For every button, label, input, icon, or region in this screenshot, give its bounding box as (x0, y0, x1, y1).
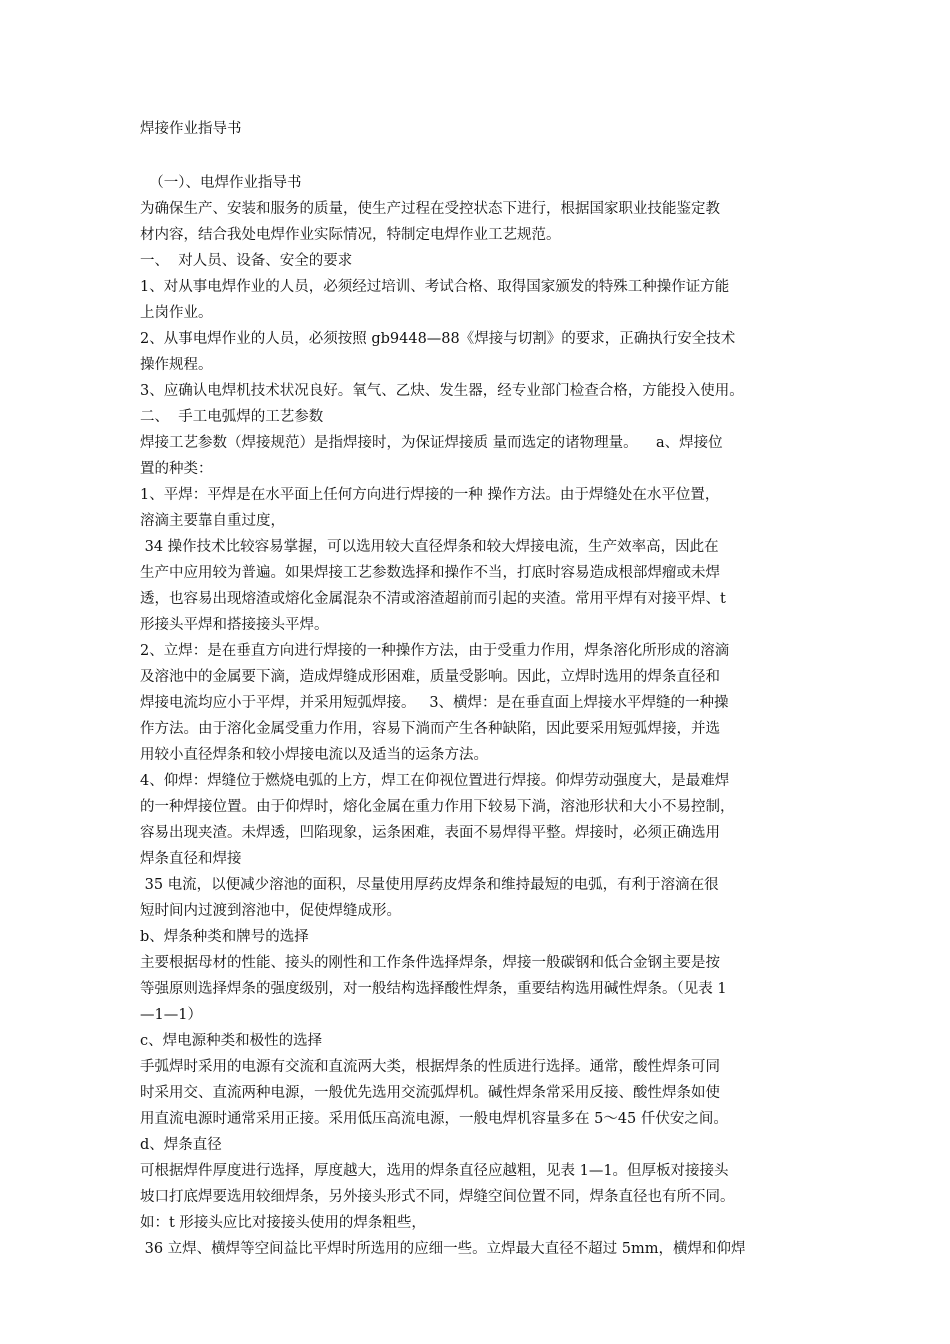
body-line: 二、 手工电弧焊的工艺参数 (140, 409, 324, 425)
body-line: 等强原则选择焊条的强度级别，对一般结构选择酸性焊条，重要结构选用碱性焊条。（见表 1 (140, 981, 727, 997)
body-line: 一、 对人员、设备、安全的要求 (140, 253, 353, 269)
body-line: 形接头平焊和搭接接头平焊。 (140, 617, 329, 633)
body-line: 坡口打底焊要选用较细焊条，另外接头形式不同，焊缝空间位置不同，焊条直径也有所不同。 (140, 1189, 735, 1205)
body-line: 时采用交、直流两种电源，一般优先选用交流弧焊机。碱性焊条常采用反接、酸性焊条如使 (140, 1085, 720, 1101)
body-line: 34 操作技术比较容易掌握，可以选用较大直径焊条和较大焊接电流，生产效率高，因此在 (140, 539, 719, 555)
body-line: 如：t 形接头应比对接接头使用的焊条粗些， (140, 1215, 426, 1231)
body-line: 35 电流，以便减少溶池的面积，尽量使用厚药皮焊条和维持最短的电弧，有利于溶滴在很 (140, 877, 719, 893)
body-line: 的一种焊接位置。由于仰焊时，熔化金属在重力作用下较易下淌，溶池形状和大小不易控制， (140, 799, 735, 815)
body-line: 焊接工艺参数（焊接规范）是指焊接时，为保证焊接质 量而选定的诸物理量。 a、焊接位 (140, 435, 723, 451)
body-line: 上岗作业。 (140, 305, 213, 321)
body-line: 生产中应用较为普遍。如果焊接工艺参数选择和操作不当，打底时容易造成根部焊瘤或未焊 (140, 565, 720, 581)
body-line: 材内容，结合我处电焊作业实际情况，特制定电焊作业工艺规范。 (140, 227, 561, 243)
body-line: 1、对从事电焊作业的人员，必须经过培训、考试合格、取得国家颁发的特殊工种操作证方能 (140, 279, 730, 295)
body-line: 置的种类： (140, 461, 213, 477)
body-line: c、焊电源种类和极性的选择 (140, 1033, 323, 1049)
body-line: 及溶池中的金属要下滴，造成焊缝成形困难，质量受影响。因此，立焊时选用的焊条直径和 (140, 669, 720, 685)
body-line: —1—1） (140, 1007, 202, 1023)
body-line: 作方法。由于溶化金属受重力作用，容易下淌而产生各种缺陷，因此要采用短弧焊接，并选 (140, 721, 720, 737)
body-line: 36 立焊、横焊等空间益比平焊时所选用的应细一些。立焊最大直径不超过 5mm，横焊和仰焊 (140, 1241, 746, 1257)
body-line: 4、仰焊：焊缝位于燃烧电弧的上方，焊工在仰视位置进行焊接。仰焊劳动强度大，是最难焊 (140, 773, 730, 789)
document-title: 焊接作业指导书 (140, 121, 242, 137)
body-line: 用直流电源时通常采用正接。采用低压高流电源，一般电焊机容量多在 5～45 仟伏安之间。 (140, 1111, 728, 1127)
body-line: 容易出现夹渣。未焊透，凹陷现象，运条困难，表面不易焊得平整。焊接时，必须正确选用 (140, 825, 720, 841)
body-line: b、焊条种类和牌号的选择 (140, 929, 309, 945)
body-line: 透，也容易出现熔渣或熔化金属混杂不清或溶渣超前而引起的夹渣。常用平焊有对接平焊、t (140, 591, 726, 607)
body-line: 主要根据母材的性能、接头的刚性和工作条件选择焊条，焊接一般碳钢和低合金钢主要是按 (140, 955, 720, 971)
body-line: 手弧焊时采用的电源有交流和直流两大类，根据焊条的性质进行选择。通常，酸性焊条可同 (140, 1059, 720, 1075)
body-line: d、焊条直径 (140, 1137, 222, 1153)
body-line: 2、立焊：是在垂直方向进行焊接的一种操作方法，由于受重力作用，焊条溶化所形成的溶滴 (140, 643, 730, 659)
body-line: 1、平焊：平焊是在水平面上任何方向进行焊接的一种 操作方法。由于焊缝处在水平位置， (140, 487, 720, 503)
body-line: 操作规程。 (140, 357, 213, 373)
body-line: 用较小直径焊条和较小焊接电流以及适当的运条方法。 (140, 747, 488, 763)
body-line: 3、应确认电焊机技术状况良好。氧气、乙炔、发生器，经专业部门检查合格，方能投入使用。 (140, 383, 744, 399)
body-line: 溶滴主要靠自重过度， (140, 513, 285, 529)
body-line: 焊条直径和焊接 (140, 851, 242, 867)
body-line: 可根据焊件厚度进行选择，厚度越大，选用的焊条直径应越粗，见表 1—1。但厚板对接接头 (140, 1163, 729, 1179)
body-line: 2、从事电焊作业的人员，必须按照 gb9448—88《焊接与切割》的要求，正确执行安全技术 (140, 331, 736, 347)
body-line: 短时间内过渡到溶池中，促使焊缝成形。 (140, 903, 401, 919)
body-line: （一）、电焊作业指导书 (140, 175, 302, 191)
body-line: 为确保生产、安装和服务的质量，使生产过程在受控状态下进行，根据国家职业技能鉴定教 (140, 201, 720, 217)
body-line: 焊接电流均应小于平焊，并采用短弧焊接。 3、横焊：是在垂直面上焊接水平焊缝的一种操 (140, 695, 729, 711)
